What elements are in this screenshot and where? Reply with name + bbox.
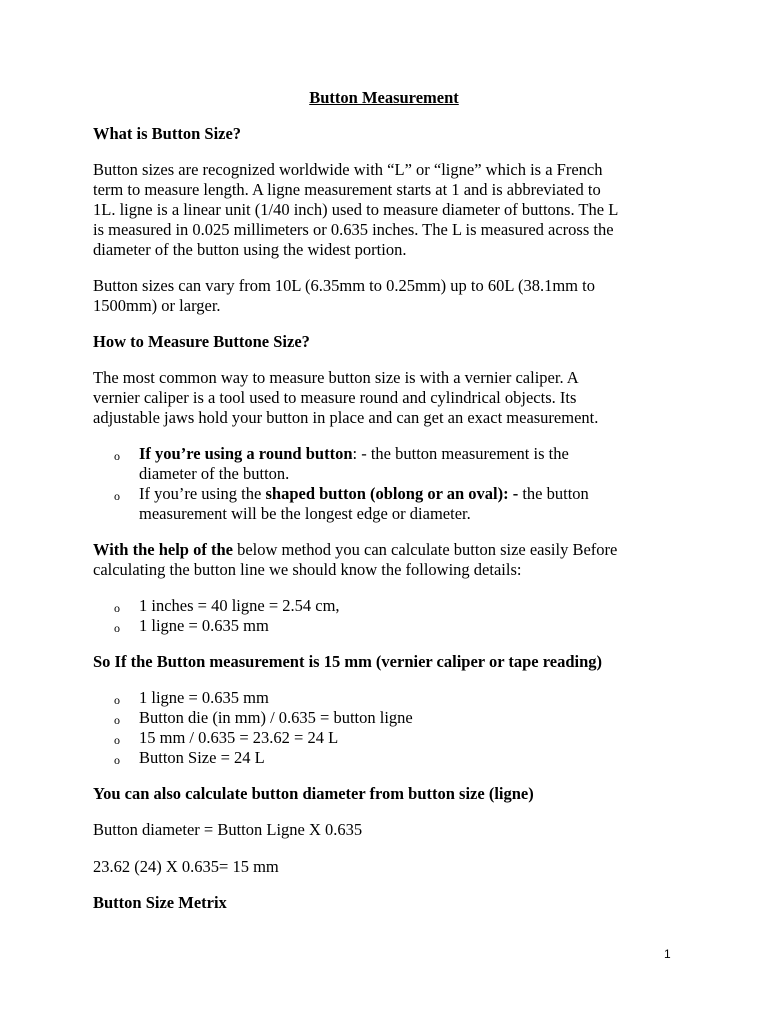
- list-item: 15 mm / 0.635 = 23.62 = 24 L: [139, 728, 339, 747]
- bullet-icon: o: [114, 753, 120, 767]
- list-item: 1 inches = 40 ligne = 2.54 cm,: [139, 596, 340, 615]
- list-item-bold: shaped button (oblong or an oval): -: [265, 484, 519, 503]
- list-item-continuation: measurement will be the longest edge or diameter.: [139, 504, 471, 523]
- list-item: [139, 484, 589, 504]
- paragraph-line: Button sizes are recognized worldwide with “L” or “ligne” which is a French: [93, 160, 603, 179]
- paragraph-line: vernier caliper is a tool used to measure round and cylindrical objects. Its: [93, 388, 577, 407]
- list-item-text: If you’re using the: [139, 484, 266, 503]
- page-number: 1: [664, 947, 671, 961]
- paragraph-line: is measured in 0.025 millimeters or 0.635 inches. The L is measured across the: [93, 220, 614, 239]
- list-item-text: : - the button measurement is the: [352, 444, 569, 463]
- paragraph-line: The most common way to measure button size is with a vernier caliper. A: [93, 368, 579, 387]
- list-item: 1 ligne = 0.635 mm: [139, 688, 269, 707]
- heading-how-to-measure: How to Measure Buttone Size?: [93, 332, 310, 351]
- bullet-icon: o: [114, 733, 120, 747]
- list-item-bold: If you’re using a round button: [139, 444, 353, 463]
- paragraph-line: diameter of the button using the widest portion.: [93, 240, 407, 259]
- list-item: Button Size = 24 L: [139, 748, 265, 767]
- paragraph-line: [93, 540, 617, 560]
- bullet-icon: o: [114, 449, 120, 463]
- list-item: Button die (in mm) / 0.635 = button ligne: [139, 708, 413, 727]
- paragraph-line: calculating the button line we should know the following details:: [93, 560, 522, 579]
- list-item: 1 ligne = 0.635 mm: [139, 616, 269, 635]
- paragraph-line: 1500mm) or larger.: [93, 296, 221, 315]
- bullet-icon: o: [114, 693, 120, 707]
- paragraph-line: term to measure length. A ligne measurement starts at 1 and is abbreviated to: [93, 180, 601, 199]
- formula-line: Button diameter = Button Ligne X 0.635: [93, 820, 363, 839]
- list-item-continuation: diameter of the button.: [139, 464, 290, 483]
- heading-example: So If the Button measurement is 15 mm (vernier caliper or tape reading): [93, 652, 603, 671]
- heading-size-matrix: Button Size Metrix: [93, 893, 227, 912]
- list-item-text: the button: [518, 484, 589, 503]
- bullet-icon: o: [114, 621, 120, 635]
- paragraph-line: Button sizes can vary from 10L (6.35mm to 0.25mm) up to 60L (38.1mm to: [93, 276, 595, 295]
- paragraph-line: adjustable jaws hold your button in place and can get an exact measurement.: [93, 408, 599, 427]
- document-title: Button Measurement: [309, 88, 459, 107]
- heading-calculate-diameter: You can also calculate button diameter from button size (ligne): [93, 784, 534, 803]
- formula-line: 23.62 (24) X 0.635= 15 mm: [93, 857, 279, 876]
- list-item: [139, 444, 569, 464]
- heading-what-is-button-size: What is Button Size?: [93, 124, 242, 143]
- bullet-icon: o: [114, 489, 120, 503]
- paragraph-line: 1L. ligne is a linear unit (1/40 inch) used to measure diameter of buttons. The L: [93, 200, 619, 219]
- paragraph-text: below method you can calculate button size easily Before: [232, 540, 618, 559]
- bullet-icon: o: [114, 713, 120, 727]
- bullet-icon: o: [114, 601, 120, 615]
- paragraph-bold: With the help of the: [93, 540, 233, 559]
